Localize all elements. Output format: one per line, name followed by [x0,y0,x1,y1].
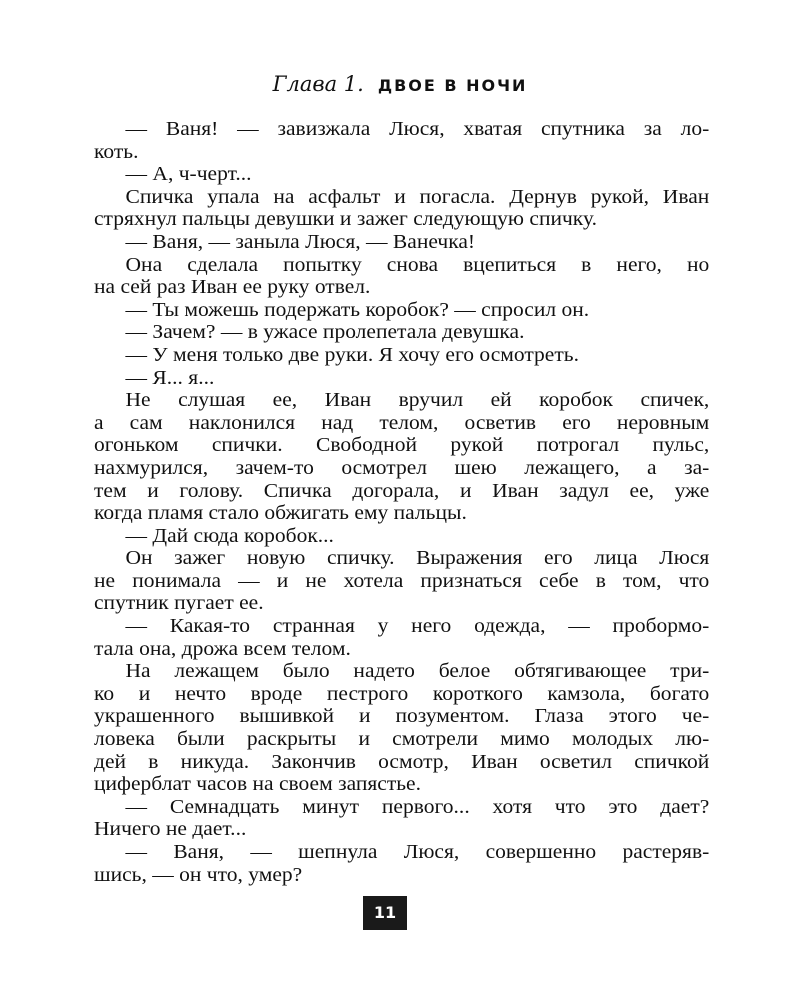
text-line: циферблат часов на своем запястье. [94,773,422,796]
text-line: — А, ч-черт... [125,163,252,186]
text-line: а сам наклонился над телом, осветив его неровным [94,411,710,434]
text-line: — Семнадцать минут первого... хотя что это дает? [125,795,710,818]
body-text [94,118,709,886]
text-line: коть. [94,140,139,163]
text-line: нахмурился, зачем-то осмотрел шею лежащего, а за- [94,456,710,479]
text-line: тала она, дрожа всем телом. [94,637,351,660]
text-line: — Какая-то странная у него одежда, — пробормо- [125,615,710,638]
text-line: украшенного вышивкой и позументом. Глаза этого че- [94,705,710,728]
running-header [0,72,800,99]
text-line: — Я... я... [125,366,215,389]
text-line: — Зачем? — в ужасе пролепетала девушка. [125,321,525,344]
text-line: когда пламя стало обжигать ему пальцы. [94,502,467,525]
text-line: — Ваня, — шепнула Люся, совершенно растеряв- [125,841,710,863]
text-line: — У меня только две руки. Я хочу его осмотреть. [125,343,579,366]
text-line: — Дай сюда коробок... [125,524,334,547]
chapter-title: ДВОЕ В НОЧИ [377,76,528,95]
text-line: — Ваня! — завизжала Люся, хватая спутника за ло- [125,118,710,140]
text-line: шись, — он что, умер? [94,863,303,886]
text-line: Не слушая ее, Иван вручил ей коробок спичек, [125,389,710,412]
text-line: Он зажег новую спичку. Выражения его лица Люся [125,547,710,570]
text-line: на сей раз Иван ее руку отвел. [94,276,371,299]
text-line: Спичка упала на асфальт и погасла. Дернув рукой, Иван [125,185,710,208]
text-line: ко и нечто вроде пестрого короткого камзола, богато [94,682,710,705]
text-line: Ничего не дает... [94,818,247,841]
text-line: стряхнул пальцы девушки и зажег следующую спичку. [94,208,597,231]
text-line: Она сделала попытку снова вцепиться в него, но [125,253,710,276]
text-line: дей в никуда. Закончив осмотр, Иван осветил спичкой [94,750,710,773]
text-line: — Ваня, — заныла Люся, — Ванечка! [125,230,476,253]
text-line: — Ты можешь подержать коробок? — спросил он. [125,298,590,321]
chapter-prefix: Глава 1. [272,72,364,96]
text-line: спутник пугает ее. [94,592,264,615]
page-number: 11 [363,896,407,930]
text-line: тем и голову. Спичка догорала, и Иван задул ее, уже [94,479,710,502]
text-line: На лежащем было надето белое обтягивающее три- [125,660,710,683]
text-line: ловека были раскрыты и смотрели мимо молодых лю- [94,728,710,751]
text-line: не понимала — и не хотела признаться себе в том, что [94,569,710,592]
text-line: огоньком спички. Свободной рукой потрогал пульс, [94,434,710,457]
